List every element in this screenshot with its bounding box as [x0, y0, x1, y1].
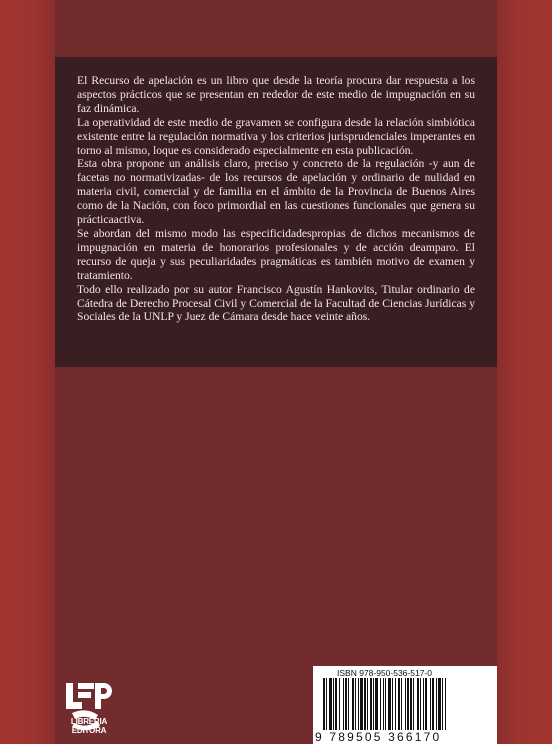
description-paragraph-5: Todo ello realizado por su autor Francisco Agustín Hankovits, Titular ordinario de Cátedra de Derecho Procesal Civil y Comercial de la Facultad de Ciencias Jurídicas y Sociales de la UNLP y Juez de Cámara desde hace veinte años.	[77, 282, 475, 324]
isbn-barcode	[313, 666, 497, 744]
publisher-name-line1: LIBRERIA	[70, 717, 108, 726]
barcode-bars-icon	[313, 678, 497, 730]
publisher-name-line2: EDITORA	[71, 726, 107, 735]
description-paragraph-2: La operatividad de este medio de gravamen se configura desde la relación simbiótica existente entre la regulación normativa y los criterios jurisprudenciales imperantes en torno al mismo, loque es considerado especialmente en esta publicación.	[77, 115, 475, 157]
left-cover-edge	[0, 0, 55, 744]
book-description-box	[55, 57, 497, 367]
barcode-digits: 9 789505 366170	[315, 730, 442, 744]
isbn-label: ISBN 978-950-536-517-0	[337, 668, 432, 678]
right-cover-edge	[497, 0, 552, 744]
description-paragraph-4: Se abordan del mismo modo las especificidadespropias de dichos mecanismos de impugnación en materia de honorarios profesionales y de acción deamparo. El recurso de queja y sus peculiaridades pragmáticas es también motivo de examen y tratamiento.	[77, 226, 475, 282]
publisher-name	[64, 717, 114, 735]
description-paragraph-3: Esta obra propone un análisis claro, preciso y concreto de la regulación -y aun de facetas no normativizadas- de los recursos de apelación y ordinario de nulidad en materia civil, comercial y de familia en el ámbito de la Provincia de Buenos Aires como de la Nación, con foco primordial en las cuestiones funcionales que genera su prácticaactiva.	[77, 157, 475, 227]
description-paragraph-1: El Recurso de apelación es un libro que desde la teoría procura dar respuesta a los aspectos prácticos que se presentan en rededor de este medio de impugnación en su faz dinámica.	[77, 74, 475, 115]
